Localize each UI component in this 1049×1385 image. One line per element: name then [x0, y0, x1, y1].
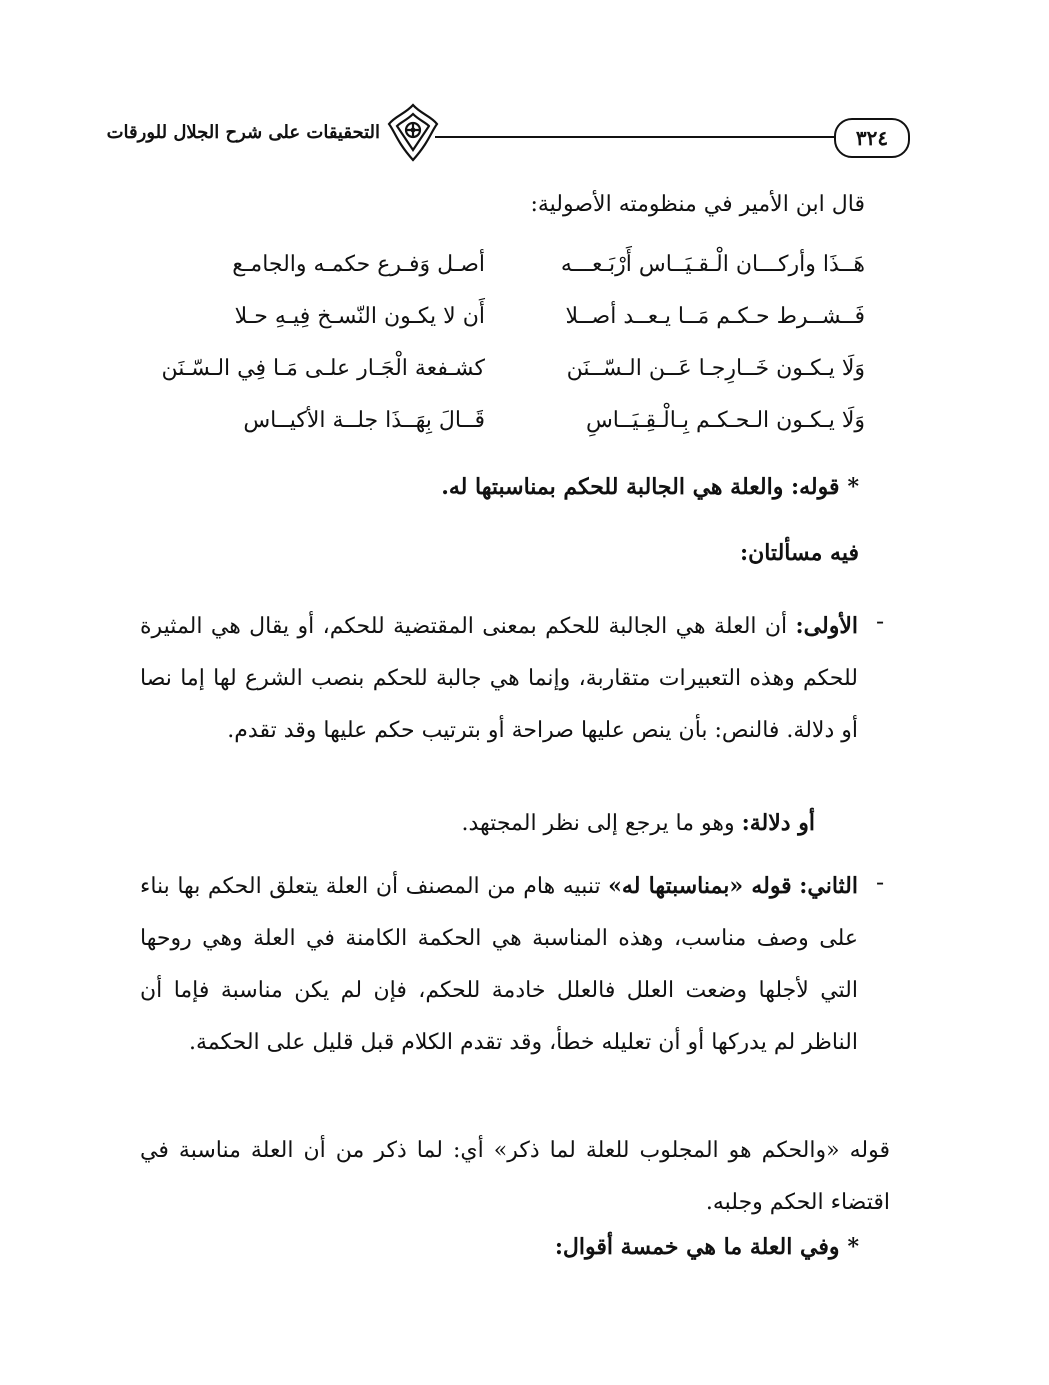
verse-first-hemistich: وَلَا يـكـون الـحـكـم بِـالْـقِـيَــاسِ [585, 408, 865, 433]
page-header [106, 100, 910, 175]
item-quoted-label: قوله «بمناسبتها له» [608, 873, 792, 899]
quoted-statement-text: وفي العلة ما هي خمسة أقوال: [554, 1234, 840, 1260]
poem-verse [161, 356, 865, 406]
header-rule [435, 136, 836, 138]
verse-first-hemistich: وَلَا يـكـون خَــارِجـا عَــن الـسّــنَن [566, 356, 865, 381]
poem-verse [175, 304, 865, 354]
item-label: الأولى: [795, 613, 858, 639]
verse-second-hemistich: أَن لا يكـون النّسـخ فِيـهِ حـلا [234, 304, 485, 329]
list-item-first [140, 600, 858, 757]
page-number-badge: ٣٢٤ [834, 118, 910, 158]
item-text: أن العلة هي الجالبة للحكم بمعنى المقتضية للحكم، أو يقال هي المثيرة للحكم وهذه التعبيرات متقاربة، وإنما هي جالبة للحكم بنصب الشرع لها إما نصا أو دلالة. فالنص: بأن ينص عليها صراحة أو بترتيب حكم عليها وقد تقدم. [140, 614, 858, 743]
list-item-subnote [440, 810, 815, 836]
quoted-statement [555, 1234, 859, 1260]
star-icon: * [847, 474, 859, 500]
body-paragraph: قوله «والحكم هو المجلوب للعلة لما ذكر» أي: لما ذكر من أن العلة مناسبة في اقتضاء الحكم وجلبه. [140, 1138, 890, 1215]
quoted-statement [441, 474, 859, 500]
star-icon: * [847, 1234, 859, 1260]
quoted-statement-text: قوله: والعلة هي الجالبة للحكم بمناسبتها له. [441, 474, 840, 500]
verse-second-hemistich: أصـل وَفـرع حكمـه والجامـع [232, 252, 485, 277]
verse-first-hemistich: هَــذَا وأركـــان الْـقـيَــاس أَرْبَـعـــه [560, 252, 865, 277]
verse-second-hemistich: كشـفعة الْجَـار علـى مَـا فِي الـسّـنَن [161, 356, 485, 381]
verse-second-hemistich: قَــالَ بِهَــذَا جلــة الأكيــاس [243, 408, 485, 433]
item-label: الثاني: [799, 873, 858, 899]
subnote-text: وهو ما يرجع إلى نظر المجتهد. [461, 811, 735, 836]
poem-verse [175, 252, 865, 302]
list-item-second [140, 860, 858, 1069]
ornament-icon [385, 102, 441, 164]
subnote-label: أو دلالة: [741, 810, 815, 836]
list-dash: - [876, 607, 885, 635]
poem-verse [175, 408, 865, 458]
verse-first-hemistich: فَــشــرط حـكـم مَــا يـعــد أصــلا [565, 304, 865, 329]
poem-intro: قال ابن الأمير في منظومته الأصولية: [530, 192, 865, 217]
book-title: التحقيقات على شرح الجلال للورقات [106, 122, 380, 143]
section-heading: فيه مسألتان: [739, 540, 859, 566]
item-text: تنبيه هام من المصنف أن العلة يتعلق الحكم بها بناء على وصف مناسب، وهذه المناسبة هي الحكمة الكامنة في العلة وهي روحها التي لأجلها وضعت العلل فالعلل خادمة للحكم، فإن لم يكن مناسبة فإما أن الناظر لم يدركها أو أن تعليله خطأ، وقد تقدم الكلام قبل قليل على الحكمة. [140, 874, 858, 1055]
list-dash: - [876, 868, 885, 896]
